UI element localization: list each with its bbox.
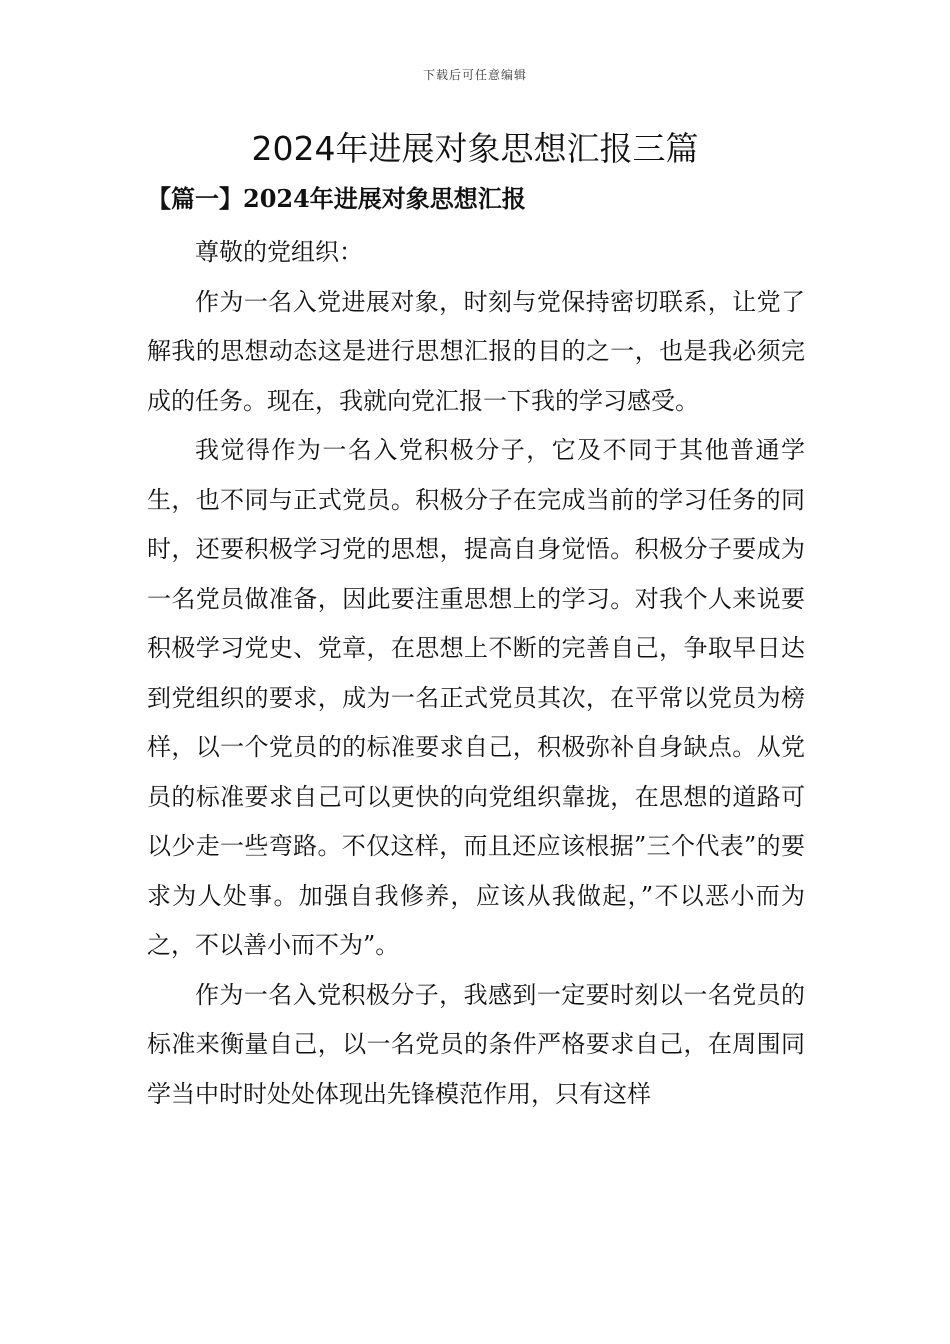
- header-note: 下载后可任意编辑: [422, 68, 527, 82]
- paragraph-1: 作为一名入党进展对象，时刻与党保持密切联系，让党了解我的思想动态这是进行思想汇报的目的之一，也是我必须完成的任务。现在，我就向党汇报一下我的学习感受。: [147, 287, 805, 415]
- document-body: [147, 228, 805, 1119]
- paragraph-3: 作为一名入党积极分子，我感到一定要时刻以一名党员的标准来衡量自己，以一名党员的条件严格要求自己，在周围同学当中时时处处体现出先锋模范作用，只有这样: [147, 980, 805, 1108]
- section-heading: 【篇一】2024年进展对象思想汇报: [147, 184, 526, 213]
- salutation: 尊敬的党组织：: [195, 238, 363, 266]
- paragraph-2: 我觉得作为一名入党积极分子，它及不同于其他普通学生，也不同与正式党员。积极分子在完成当前的学习任务的同时，还要积极学习党的思想，提高自身觉悟。积极分子要成为一名党员做准备，因此要注重思想上的学习。对我个人来说要积极学习党史、党章，在思想上不断的完善自己，争取早日达到党组织的要求，成为一名正式党员其次，在平常以党员为榜样，以一个党员的的标准要求自己，积极弥补自身缺点。从党员的标准要求自己可以更快的向党组织靠拢，在思想的道路可以少走一些弯路。不仅这样，而且还应该根据”三个代表”的要求为人处事。加强自我修养，应该从我做起，”不以恶小而为之，不以善小而不为”。: [147, 436, 805, 959]
- document-title: 2024年进展对象思想汇报三篇: [251, 129, 699, 168]
